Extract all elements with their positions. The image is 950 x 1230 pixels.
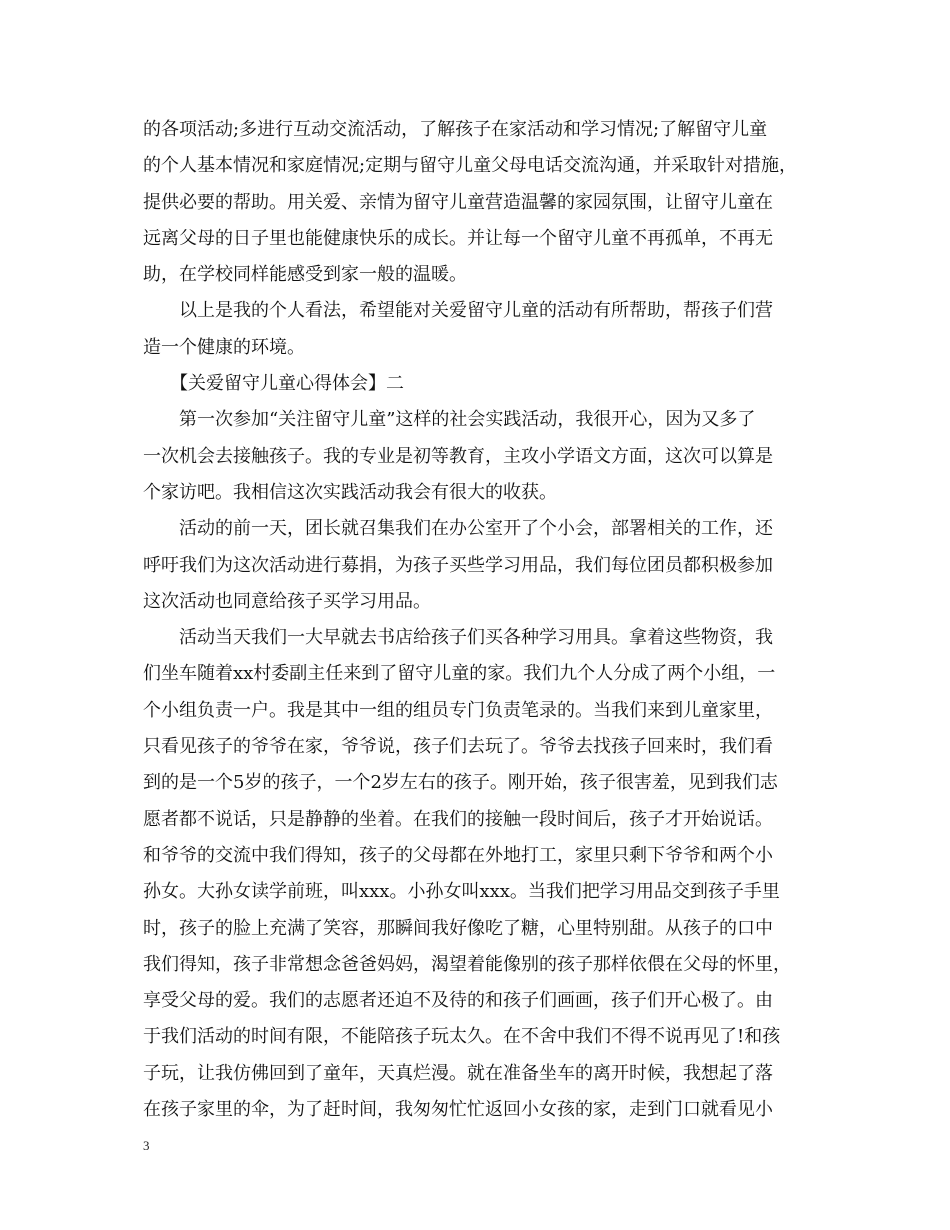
text-line: 到的是一个5岁的孩子，一个2岁左右的孩子。刚开始，孩子很害羞，见到我们志 [143,772,778,794]
text-line: 呼吁我们为这次活动进行募捐，为孩子买些学习用品，我们每位团员都积极参加 [143,554,773,576]
text-line: 助，在学校同样能感受到家一般的温暖。 [143,264,467,286]
text-line: 们坐车随着xx村委副主任来到了留守儿童的家。我们九个人分成了两个小组，一 [143,663,776,685]
text-line: 时，孩子的脸上充满了笑容，那瞬间我好像吃了糖，心里特别甜。从孩子的口中 [143,917,773,939]
text-line: 这次活动也同意给孩子买学习用品。 [143,590,431,612]
text-line: 个家访吧。我相信这次实践活动我会有很大的收获。 [143,481,557,503]
text-line: 的各项活动;多进行互动交流活动，了解孩子在家活动和学习情况;了解留守儿童 [143,119,768,140]
page-number: 3 [143,1138,150,1153]
text-line: 【关爱留守儿童心得体会】二 [143,373,404,395]
text-line: 以上是我的个人看法，希望能对关爱留守儿童的活动有所帮助，帮孩子们营 [143,300,773,322]
text-line: 活动的前一天，团长就召集我们在办公室开了个小会，部署相关的工作，还 [143,518,773,540]
text-line: 一次机会去接触孩子。我的专业是初等教育，主攻小学语文方面，这次可以算是 [143,445,773,467]
text-line: 愿者都不说话，只是静静的坐着。在我们的接触一段时间后，孩子才开始说话。 [143,808,773,830]
text-line: 活动当天我们一大早就去书店给孩子们买各种学习用具。拿着这些物资，我 [143,627,773,649]
document-body [143,112,823,1128]
text-line: 远离父母的日子里也能健康快乐的成长。并让每一个留守儿童不再孤单，不再无 [143,227,773,249]
text-line: 和爷爷的交流中我们得知，孩子的父母都在外地打工，家里只剩下爷爷和两个小 [143,844,773,866]
text-line: 享受父母的爱。我们的志愿者还迫不及待的和孩子们画画，孩子们开心极了。由 [143,990,773,1012]
text-line: 的个人基本情况和家庭情况;定期与留守儿童父母电话交流沟通，并采取针对措施， [143,155,798,177]
text-line: 在孩子家里的伞，为了赶时间，我匆匆忙忙返回小女孩的家，走到门口就看见小 [143,1099,773,1121]
text-line: 我们得知，孩子非常想念爸爸妈妈，渴望着能像别的孩子那样依偎在父母的怀里， [143,953,791,975]
text-line: 造一个健康的环境。 [143,336,305,358]
text-line: 第一次参加“关注留守儿童”这样的社会实践活动，我很开心，因为又多了 [143,409,756,431]
text-line: 只看见孩子的爷爷在家，爷爷说，孩子们去玩了。爷爷去找孩子回来时，我们看 [143,736,773,758]
text-line: 子玩，让我仿佛回到了童年，天真烂漫。就在准备坐车的离开时候，我想起了落 [143,1062,773,1084]
text-line: 孙女。大孙女读学前班，叫xxx。小孙女叫xxx。当我们把学习用品交到孩子手里 [143,881,780,903]
text-line: 个小组负责一户。我是其中一组的组员专门负责笔录的。当我们来到儿童家里， [143,699,773,721]
text-line: 提供必要的帮助。用关爱、亲情为留守儿童营造温馨的家园氛围，让留守儿童在 [143,191,773,213]
text-line: 于我们活动的时间有限，不能陪孩子玩太久。在不舍中我们不得不说再见了!和孩 [143,1026,781,1048]
